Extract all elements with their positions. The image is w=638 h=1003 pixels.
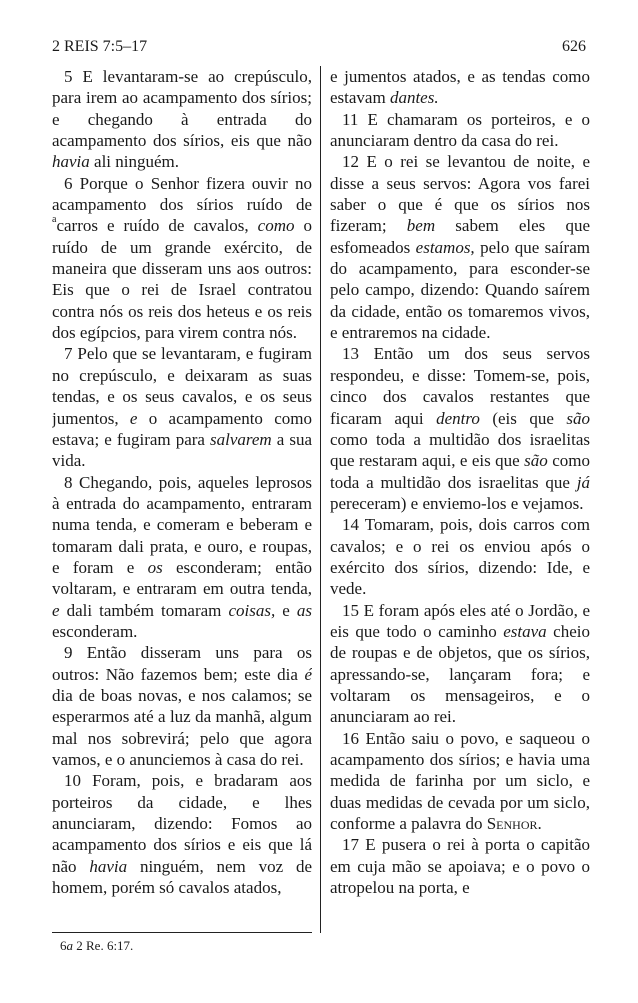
verse-text: e jumentos atados, e as tendas como estavam [330,67,590,108]
footnote-rule [52,932,312,933]
verse-text: 15 E foram após eles até o Jordão, e eis que todo o caminho [330,600,590,641]
verse-text: 7 Pelo que se levantaram, e fugiram no crepúsculo, e deixaram as suas tendas, e os seus cavalos, e os seus jumentos, [52,344,312,428]
verse-text: . [537,814,542,834]
verse-paragraph [330,728,590,835]
verse-text: salvarem [210,429,272,449]
verse-text: 8 Chegando, pois, aqueles leprosos à entrada do acampamento, entraram numa tenda, e comeram e beberam e tomaram dali prata, e ouro, e roupas, e foram e [52,472,312,577]
verse-text: Senhor [486,814,538,834]
verse-text: ali ninguém. [89,152,180,172]
footnote-verse: 6 [60,938,67,953]
verse-text: 9 Então disseram uns para os outros: Não fazemos bem; este dia [52,643,312,684]
verse-text: (eis que [479,408,567,428]
verse-text: é [304,664,312,684]
verse-paragraph [330,109,590,152]
verse-paragraph [330,834,590,898]
verse-text: como toda a multidão dos israelitas que restaram aqui, e eis que [330,429,590,471]
verse-text: 17 E pusera o rei à porta o capitão em cuja mão se apoiava; e o povo o atropelou na porta, e [330,835,590,898]
verse-text: esconderam; então voltaram, e entraram em outra tenda, [52,557,312,599]
verse-paragraph [330,66,590,109]
verse-text: ninguém, nem voz de homem, porém só cavalos atados, [52,856,312,898]
verse-text: estava [503,621,547,641]
verse-text: 10 Foram, pois, e bradaram aos porteiros da cidade, e lhes anunciaram, dizendo: Fomos ao acampamento dos sírios e eis que lá não [52,771,312,876]
verse-paragraph [330,343,590,514]
verse-text: dentro [436,408,480,428]
column-divider [320,66,321,933]
verse-text: o ruído de um grande exército, de maneira que disseram uns aos outros: Eis que o rei de Israel contratou contra nós os reis dos heteus e os reis dos egípcios, para virem contra nós. [52,216,312,343]
verse-paragraph [330,514,590,599]
verse-text: coisas, [228,600,276,620]
right-text-column [330,66,590,921]
verse-text: e [129,408,138,428]
verse-text: são [524,451,548,471]
verse-text: 16 Então saiu o povo, e saqueou o acampamento dos sírios; e havia uma medida de farinha por um siclo, e duas medidas de cevada por um siclo, conforme a palavra do [330,728,590,834]
verse-text: sabem eles que esfomeados [330,216,590,257]
verse-text: esconderam. [52,621,138,641]
verse-text: a sua vida. [52,429,312,471]
verse-text: 6 Porque o Senhor fizera ouvir no acampamento dos sírios ruído de [52,173,312,215]
verse-text: estamos, [415,237,475,257]
verse-text: o acampamento como estava; e fugiram para [52,408,312,449]
verse-paragraph [52,173,312,344]
verse-text: e [52,600,60,620]
verse-text: 5 E levantaram-se ao crepúsculo, para irem ao acampamento dos sírios; e chegando à entrada do acampamento dos sírios, eis que não [52,67,312,151]
verse-text: cheio de roupas e de objetos, que os sírios, apressando-se, lançaram fora; e voltaram os mensageiros, e o anunciaram ao rei. [330,621,590,727]
page-header [52,38,586,62]
footnote [60,938,133,954]
verse-text: 11 E chamaram os porteiros, e o anunciaram dentro da casa do rei. [330,109,590,151]
verse-text: 14 Tomaram, pois, dois carros com cavalos; e o rei os enviou após o exército dos sírios, dizendo: Ide, e vede. [330,515,590,599]
footnote-letter: a [66,938,73,953]
verse-text: como toda a multidão dos israelitas que [330,451,590,492]
page-number: 626 [562,38,586,55]
verse-text: havia [89,856,128,876]
verse-text: dali também tomaram [59,600,229,620]
verse-text: 13 Então um dos seus servos respondeu, e disse: Tomem-se, pois, cinco dos cavalos restantes que ficaram aqui [330,344,590,428]
verse-text: havia [52,152,90,172]
verse-text: carros e ruído de cavalos, [56,216,258,236]
verse-paragraph [52,770,312,898]
footnote-marker: a [52,214,57,226]
verse-text: como [257,216,295,236]
verse-text: pelo que saíram do acampamento, para esconder-se pelo campo, dizendo: Quando saírem da cidade, então os tomaremos vivos, e entraremos na cidade. [330,237,590,343]
verse-text: bem [406,216,436,236]
verse-paragraph [330,600,590,728]
verse-text: já [576,472,590,492]
verse-text: dantes. [389,88,439,108]
verse-paragraph [52,642,312,770]
verse-paragraph [52,66,312,173]
verse-paragraph [330,151,590,343]
left-text-column [52,66,312,921]
verse-paragraph [52,343,312,471]
chapter-reference: 2 REIS 7:5–17 [52,38,148,55]
verse-text: as [296,600,312,620]
verse-paragraph [52,472,312,643]
verse-text: os [147,557,163,577]
verse-text: e [275,600,297,620]
verse-text: são [566,408,590,428]
verse-text: pereceram) e enviemo-los e vejamos. [330,493,584,513]
verse-text: dia de boas novas, e nos calamos; se esperarmos até a luz da manhã, algum mal nos sobrevirá; pelo que agora vamos, e o anunciemos à casa do rei. [52,685,312,769]
footnote-text: 2 Re. 6:17. [73,938,134,953]
verse-text: 12 E o rei se levantou de noite, e disse a seus servos: Agora vos farei saber o que é que os sírios nos fizeram; [330,152,590,236]
